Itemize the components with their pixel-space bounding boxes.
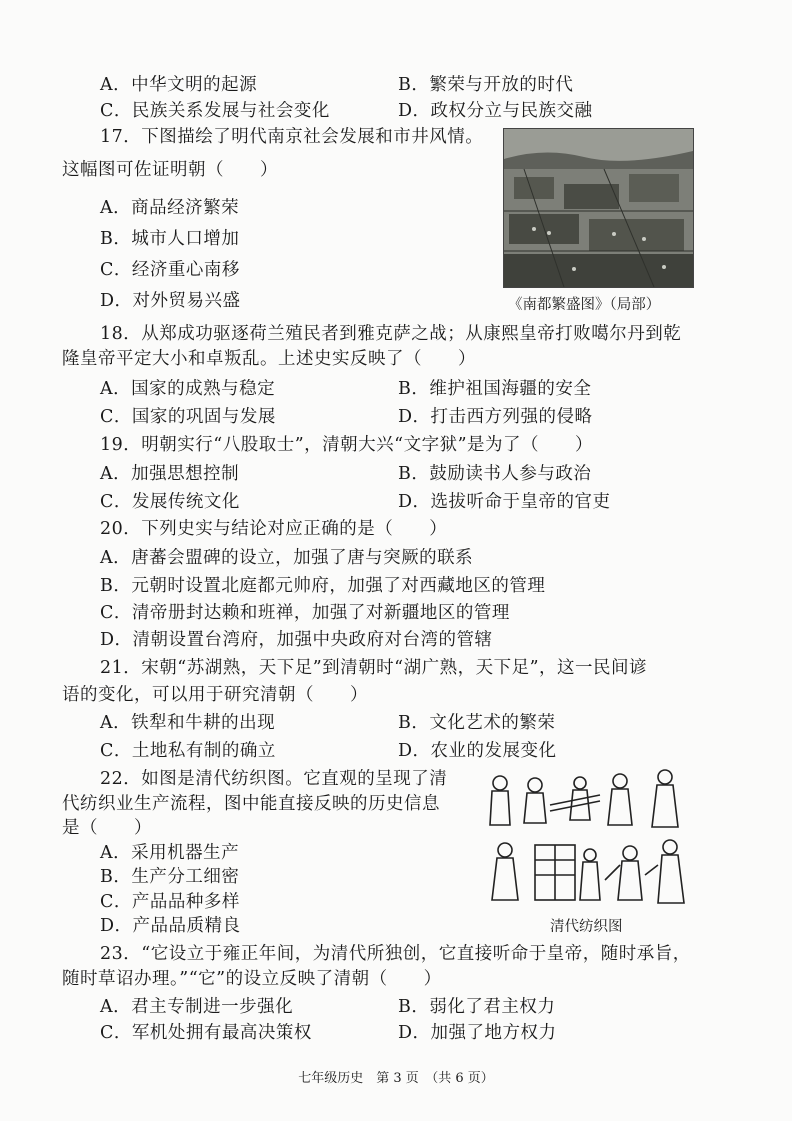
q23-option-d: D．加强了地方权力 <box>398 1023 557 1043</box>
q16-option-b: B．繁荣与开放的时代 <box>398 75 574 95</box>
page-footer: 七年级历史 第 3 页 （共 6 页） <box>298 1071 494 1086</box>
q23-option-a: A．君主专制进一步强化 <box>100 997 294 1017</box>
q16-option-c: C．民族关系发展与社会变化 <box>100 101 330 121</box>
q22-option-c: C．产品品种多样 <box>100 892 240 912</box>
q22-option-b: B．生产分工细密 <box>100 867 240 887</box>
q19-option-c: C．发展传统文化 <box>100 492 240 512</box>
q22-stem-end: 是（ ） <box>62 818 152 838</box>
q22-option-d: D．产品品质精良 <box>100 916 241 936</box>
q17-option-b: B．城市人口增加 <box>100 229 240 249</box>
q20-option-b: B．元朝时设置北庭都元帅府，加强了对西藏地区的管理 <box>100 576 546 596</box>
q21-option-b: B．文化艺术的繁荣 <box>398 713 556 733</box>
q21-option-d: D．农业的发展变化 <box>398 741 557 761</box>
q20-option-d: D．清朝设置台湾府，加强中央政府对台湾的管辖 <box>100 630 493 650</box>
q23-option-b: B．弱化了君主权力 <box>398 997 556 1017</box>
q23-stem-cont: 随时草诏办理。”“它”的设立反映了清朝（ ） <box>62 969 442 989</box>
q19-stem: 19．明朝实行“八股取士”，清朝大兴“文字狱”是为了（ ） <box>100 435 594 455</box>
q17-option-c: C．经济重心南移 <box>100 260 240 280</box>
q18-option-b: B．维护祖国海疆的安全 <box>398 379 592 399</box>
q17-option-d: D．对外贸易兴盛 <box>100 291 241 311</box>
q18-option-d: D．打击西方列强的侵略 <box>398 407 593 427</box>
q20-option-c: C．清帝册封达赖和班禅，加强了对新疆地区的管理 <box>100 603 510 623</box>
q22-option-a: A．采用机器生产 <box>100 843 240 863</box>
q18-option-c: C．国家的巩固与发展 <box>100 407 276 427</box>
q22-stem-cont: 代纺织业生产流程，图中能直接反映的历史信息 <box>62 794 440 814</box>
nandu-painting-image <box>503 128 694 288</box>
q21-option-a: A．铁犁和牛耕的出现 <box>100 713 276 733</box>
q17-stem: 17．下图描绘了明代南京社会发展和市井风情。 <box>100 127 484 147</box>
q21-option-c: C．土地私有制的确立 <box>100 741 276 761</box>
q20-option-a: A．唐蕃会盟碑的设立，加强了唐与突厥的联系 <box>100 548 474 568</box>
q18-stem: 18．从郑成功驱逐荷兰殖民者到雅克萨之战；从康熙皇帝打败噶尔丹到乾 <box>100 324 682 344</box>
q16-option-a: A．中华文明的起源 <box>100 75 258 95</box>
q17-option-a: A．商品经济繁荣 <box>100 198 240 218</box>
q23-option-c: C．军机处拥有最高决策权 <box>100 1023 312 1043</box>
q21-stem-cont: 语的变化，可以用于研究清朝（ ） <box>62 685 368 705</box>
q16-option-d: D．政权分立与民族交融 <box>398 101 593 121</box>
q19-option-d: D．选拔听命于皇帝的官吏 <box>398 492 611 512</box>
q19-option-b: B．鼓励读书人参与政治 <box>398 464 592 484</box>
q18-stem-cont: 隆皇帝平定大小和卓叛乱。上述史实反映了（ ） <box>62 349 476 369</box>
q17-stem-cont: 这幅图可佐证明朝（ ） <box>62 160 278 180</box>
q23-stem: 23．“它设立于雍正年间，为清代所独创，它直接听命于皇帝，随时承旨， <box>100 944 691 964</box>
q20-stem: 20．下列史实与结论对应正确的是（ ） <box>100 519 448 539</box>
q22-image-caption: 清代纺织图 <box>550 919 623 935</box>
q18-option-a: A．国家的成熟与稳定 <box>100 379 276 399</box>
q22-stem: 22．如图是清代纺织图。它直观的呈现了清 <box>100 769 448 789</box>
q17-image-caption: 《南都繁盛图》（局部） <box>508 297 661 313</box>
qing-textile-drawing <box>480 765 690 910</box>
q21-stem: 21．宋朝“苏湖熟，天下足”到清朝时“湖广熟，天下足”，这一民间谚 <box>100 658 648 678</box>
q19-option-a: A．加强思想控制 <box>100 464 240 484</box>
